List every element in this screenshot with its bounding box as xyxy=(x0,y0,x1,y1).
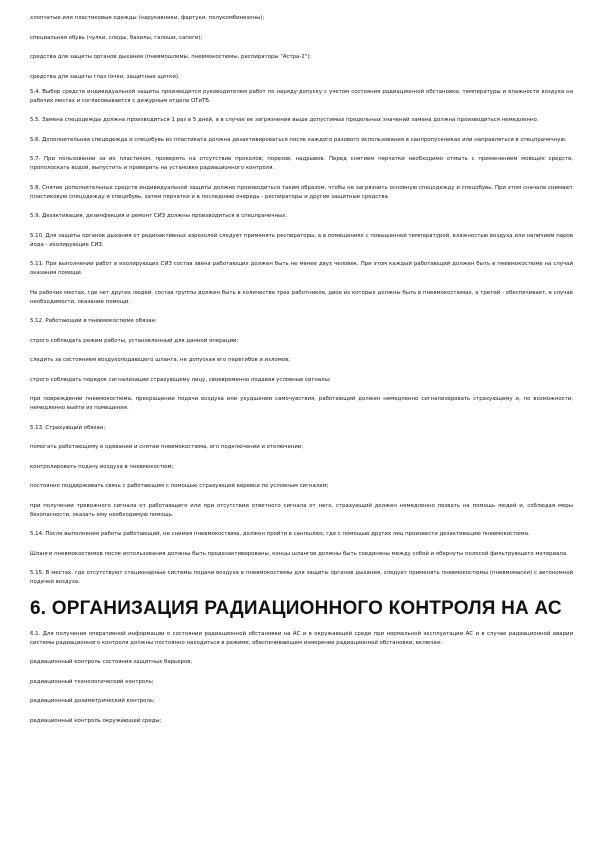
document-page xyxy=(30,14,573,736)
paragraph: Шланги пневмокостюмов после использования должны быть продезактивированы, концы шлангов должны быть соединены между собой и обернуты полосой фильтрующего материала. xyxy=(30,550,568,557)
paragraph: средства для защиты органов дыхания (пневмошлемы, пневмокостюмы, респираторы "Астра-2"); xyxy=(30,54,312,60)
paragraph: помогать работающему в одевании и снятии пневмокостюма, его подключении и отключении; xyxy=(30,444,304,450)
paragraph: 5.13. Страхующий обязан: xyxy=(30,424,106,431)
section-5-continuation xyxy=(30,14,573,587)
paragraph: 5.7. При пользовании за их пластиком, проверять на отсутствие проколов, порезов, надрывов. Перед снятием перчатки необходимо отмыть с применением моющих средств, прополоскать водой, выпустить и проверить на установке радиационного контроля. xyxy=(30,156,573,171)
paragraph: строго соблюдать порядок сигнализации страхующему лицу, своевременно подавая условные сигналы; xyxy=(30,376,331,383)
paragraph: 5.15. В местах, где отсутствуют стационарные системы подачи воздуха в пневмокостюмы для защиты органов дыхания, следует применять пневмокостюмы (пневмомаски) с автономной подачей воздуха. xyxy=(30,570,573,585)
paragraph: средства для защиты глаз (очки, защитные щитки). xyxy=(30,73,180,80)
paragraph: строго соблюдать режим работы, установленный для данной операции; xyxy=(30,337,239,344)
paragraph: при повреждении пневмокостюма, прекращении подачи воздуха или ухудшении самочувствия, работающий должен немедленно сигнализировать страхующему и, по возможности, немедленно выйти из помещения. xyxy=(30,396,573,411)
paragraph: 5.6. Дополнительная спецодежда и спецобувь из пластиката должна дезактивироваться после каждого разового использования в санпропускниках или направляться в спецпрачечную. xyxy=(30,136,567,143)
paragraph: хлопчатые или пластиковые одежды (нарукавники, фартуки, полукомбинезоны); xyxy=(30,15,265,21)
paragraph: следить за состоянием воздухоподающего шланга, не допуская его перегибов и изломов; xyxy=(30,357,291,363)
paragraph: 5.12. Работающий в пневмокостюме обязан: xyxy=(30,318,157,324)
paragraph: постоянно поддерживать связь с работающим с помощью страхующей веревки по условным сигналам; xyxy=(30,483,329,489)
paragraph: радиационный контроль окружающей среды; xyxy=(30,717,162,724)
paragraph: специальная обувь (чулки, следы, бахилы, галоши, сапоги); xyxy=(30,34,203,41)
paragraph: радиационный технологический контроль; xyxy=(30,678,154,685)
paragraph: радиационный контроль состояния защитных барьеров; xyxy=(30,659,193,665)
paragraph: 5.9. Дезактивация, дезинфекция и ремонт СИЗ должны производиться в спецпрачечных. xyxy=(30,213,288,219)
paragraph: 6.1. Для получения оперативной информации о состоянии радиационной обстановки на АС и в окружающей среде при нормальной эксплуатации АС и в случае радиационной аварии системы радиационного контроля должны постоянно находиться в режиме, обеспечивающем измерение радиационной обстановки, включая: xyxy=(30,630,573,646)
paragraph: 5.8. Снятие дополнительных средств индивидуальной защиты должно производиться таким образом, чтобы не загрязнить основную спецодежду и спецобувь. При этом сначала снимают пластиковую спецодежду и спецобувь, затем перчатки и в последнюю очередь - респираторы и другие защитные средства. xyxy=(30,184,573,200)
section-6 xyxy=(30,630,573,726)
section-heading: 6. ОРГАНИЗАЦИЯ РАДИАЦИОННОГО КОНТРОЛЯ НА АС xyxy=(30,597,562,619)
paragraph: контролировать подачу воздуха в пневмокостюм; xyxy=(30,463,174,470)
paragraph: 5.14. После выполнения работы работающий, не снимая пневмокостюма, должен пройти в санпшлюз, где с помощью других лиц произвести дезактивацию пневмокостюма. xyxy=(30,531,530,537)
paragraph: радиационный дозиметрический контроль; xyxy=(30,698,155,704)
paragraph: 5.11. При выполнении работ в изолирующих СИЗ состав звена работающих должен быть не менее двух человек. При этом каждый работающий должен быть в пневмокостюме на случай оказания помощи. xyxy=(30,261,573,276)
paragraph: 5.10. Для защиты органов дыхания от радиоактивных аэрозолей следует применять респираторы, а в помещениях с повышенной температурой, влажностью воздуха или наличием паров йода - изолирующие СИЗ. xyxy=(30,232,573,248)
paragraph: 5.5. Замена спецодежды должна производиться 1 раз в 5 дней, а в случае ее загрязнения выше допустимых предельных значений замена должна производиться немедленно. xyxy=(30,117,539,123)
paragraph: 5.4. Выбор средств индивидуальной защиты производится руководителем работ по наряду-допуску с учетом состояния радиационной обстановки, температуры и влажности воздуха на рабочих местах и согласовывается с дежурным отдела ОТиТБ. xyxy=(30,88,573,104)
paragraph: На рабочих местах, где нет других людей, состав группы должен быть в количестве трех работников, двое из которых должны быть в пневмокостюмах, а третий - обеспечивает, в случае необходимости, оказание помощи. xyxy=(30,289,573,305)
paragraph: при получении тревожного сигнала от работающего или при отсутствии ответного сигнала от него, страхующий должен немедленно позвать на помощь людей и, соблюдая меры безопасности, оказать ему необходимую помощь. xyxy=(30,502,573,518)
